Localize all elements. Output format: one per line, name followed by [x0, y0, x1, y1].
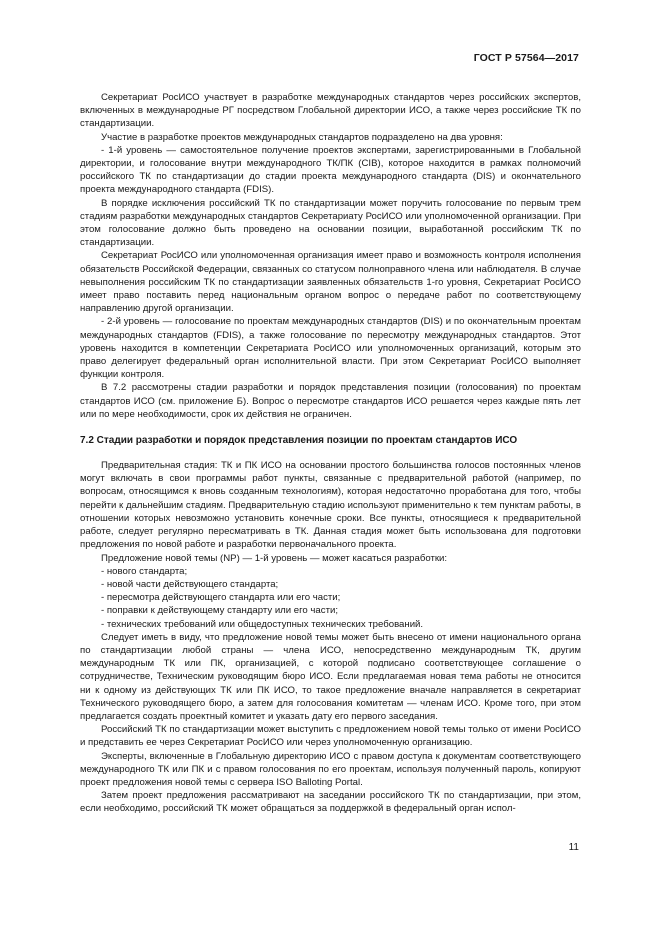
- paragraph: Предварительная стадия: ТК и ПК ИСО на основании простого большинства голосов постоянных членов могут включать в свои программы работ пункты, связанные с предварительной работой (например, по вопросам, относящимся к вновь созданным технологиям), которая недостаточно проработана для того, чтобы перейти к дальнейшим стадиям. Предварительную стадию используют применительно к тем пунктам работы, в отношении которых невозможно установить конечные сроки. Все пункты, относящиеся к предварительной работе, следует регулярно пересматривать в ТК. Данная стадия может быть использована для подготовки предложения по новой работе и разработки первоначального проекта.: [80, 460, 581, 551]
- list-item: - нового стандарта;: [101, 565, 188, 577]
- paragraph: Следует иметь в виду, что предложение новой темы может быть внесено от имени национального органа по стандартизации любой страны — члена ИСО, непосредственно международным ТК, другим международным ТК или ПК, организацией, с которой подписано соответствующее соглашение о сотрудничестве, Техническим руководящим бюро ИСО. Если предлагаемая новая тема работы не относится ни к одному из действующих ТК или ПК ИСО, то такое предложение вначале направляется в секретариат Технического руководящего бюро, а затем для голосования комитетам — членам ИСО. Кроме того, при этом предлагается создать проектный комитет и указать дату его первого заседания.: [80, 631, 581, 722]
- list-item: - поправки к действующему стандарту или его части;: [101, 605, 338, 617]
- list-item: - новой части действующего стандарта;: [101, 578, 279, 590]
- paragraph: Участие в разработке проектов международных стандартов подразделено на два уровня:: [101, 131, 503, 143]
- paragraph: - 1-й уровень — самостоятельное получение проектов экспертами, зарегистрированными в Глобальной директории, и голосование внутри международного ТК/ПК (CIB), которое находится в рамках полномочий российского ТК по стандартизации до стадии проекта международного стандарта (DIS) и окончательного проекта международного стандарта (FDIS).: [80, 144, 581, 196]
- paragraph: Предложение новой темы (NP) — 1-й уровень — может касаться разработки:: [101, 552, 448, 564]
- paragraph: - 2-й уровень — голосование по проектам международных стандартов (DIS) и по окончательным проектам международных стандартов (FDIS), а также голосование по пересмотру международных стандартов. Этот уровень находится в компетенции Секретариата РосИСО или уполномоченных организаций, которым это право делегирует федеральный орган исполнительной власти. При этом Секретариат РосИСО выполняет функции контроля.: [80, 316, 581, 381]
- page-number: 11: [568, 842, 579, 853]
- paragraph: Эксперты, включенные в Глобальную директорию ИСО с правом доступа к документам соответствующего международного ТК или ПК и с правом голосования по его проектам, используя полученный пароль, копируют проект предложения новой темы с сервера ISO Balloting Portal.: [80, 750, 581, 788]
- list-item: - пересмотра действующего стандарта или его части;: [101, 592, 341, 604]
- paragraph: Секретариат РосИСО или уполномоченная организация имеет право и возможность контроля исполнения обязательств Российской Федерации, связанных со статусом полноправного члена или наблюдателя. В случае невыполнения российским ТК по стандартизации заявленных обязательств 1-го уровня, Секретариат РосИСО имеет право поставить перед национальным органом вопрос о передаче работ по соответствующему направлению другой организации.: [80, 250, 581, 315]
- list-item: - технических требований или общедоступных технических требований.: [101, 618, 424, 630]
- paragraph: Секретариат РосИСО участвует в разработке международных стандартов через российских экспертов, включенных в международные РГ посредством Глобальной директории ИСО, а также через российские ТК по стандартизации.: [80, 92, 581, 130]
- section-heading: 7.2 Стадии разработки и порядок представления позиции по проектам стандартов ИСО: [80, 435, 518, 447]
- document-body: [80, 91, 581, 816]
- paragraph: В порядке исключения российский ТК по стандартизации может поручить голосование по первым трем стадиям разработки международных стандартов Секретариату РосИСО или уполномоченной организации. При этом голосование должно быть проведено на основании позиции, выработанной российским ТК по стандартизации.: [80, 197, 581, 249]
- paragraph: Затем проект предложения рассматривают на заседании российского ТК по стандартизации, при этом, если необходимо, российский ТК может обращаться за поддержкой в федеральный орган испол-: [80, 790, 581, 815]
- paragraph: В 7.2 рассмотрены стадии разработки и порядок представления позиции (голосования) по проектам стандартов ИСО (см. приложение Б). Вопрос о пересмотре стандартов ИСО решается через каждые пять лет или по мере необходимости, срок их действия не ограничен.: [80, 382, 581, 420]
- paragraph: Российский ТК по стандартизации может выступить с предложением новой темы только от имени РосИСО и представить ее через Секретариат РосИСО или через уполномоченную организацию.: [80, 724, 581, 749]
- standard-header: ГОСТ Р 57564—2017: [473, 52, 579, 64]
